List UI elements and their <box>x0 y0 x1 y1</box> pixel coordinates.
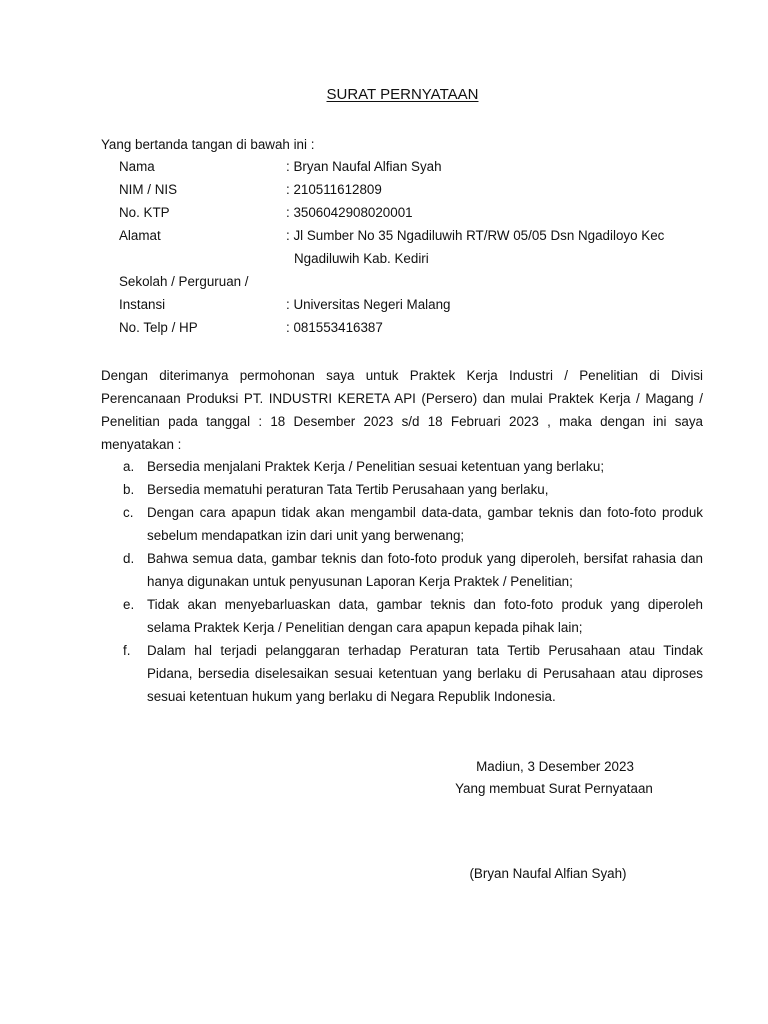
list-marker: e. <box>123 597 135 612</box>
intro-text: Yang bertanda tangan di bawah ini : <box>101 137 315 152</box>
list-item <box>101 593 703 639</box>
field-value-sekolah: : Universitas Negeri Malang <box>286 297 451 312</box>
list-item <box>101 501 703 547</box>
list-item-text: Bahwa semua data, gambar teknis dan foto-foto produk yang diperoleh, bersifat rahasia dan hanya digunakan untuk penyusunan Laporan Kerja Praktek / Penelitian; <box>147 551 703 589</box>
field-value-nim: : 210511612809 <box>286 182 382 197</box>
signature-role: Yang membuat Surat Pernyataan <box>455 781 653 796</box>
list-item-text: Dengan cara apapun tidak akan mengambil data-data, gambar teknis dan foto-foto produk sebelum mendapatkan izin dari unit yang berwenang; <box>147 505 703 543</box>
list-item <box>101 547 703 593</box>
list-item <box>101 455 703 478</box>
field-value-telp: : 081553416387 <box>286 320 383 335</box>
field-label-nama: Nama <box>119 159 155 174</box>
list-item-text: Bersedia mematuhi peraturan Tata Tertib Perusahaan yang berlaku, <box>147 482 549 497</box>
statement-list <box>101 455 703 708</box>
list-marker: d. <box>123 551 135 566</box>
statement-paragraph: Dengan diterimanya permohonan saya untuk Praktek Kerja Industri / Penelitian di Divisi Perencanaan Produksi PT. INDUSTRI KERETA API (Persero) dan mulai Praktek Kerja / Magang / Penelitian pada tanggal : 18 Desember 2023 s/d 18 Februari 2023 , maka dengan ini saya menyatakan : <box>101 368 703 452</box>
field-label-nim: NIM / NIS <box>119 182 178 197</box>
list-marker: c. <box>123 505 134 520</box>
list-item <box>101 478 703 501</box>
field-value-nama: : Bryan Naufal Alfian Syah <box>286 159 442 174</box>
signature-place-date: Madiun, 3 Desember 2023 <box>476 759 634 774</box>
field-label-ktp: No. KTP <box>119 205 170 220</box>
field-label-telp: No. Telp / HP <box>119 320 198 335</box>
signature-name: (Bryan Naufal Alfian Syah) <box>469 866 627 881</box>
list-marker: b. <box>123 482 135 497</box>
list-item-text: Bersedia menjalani Praktek Kerja / Penelitian sesuai ketentuan yang berlaku; <box>147 459 605 474</box>
field-label-sekolah-line1: Sekolah / Perguruan / <box>119 274 249 289</box>
list-marker: a. <box>123 459 135 474</box>
list-item-text: Tidak akan menyebarluaskan data, gambar teknis dan foto-foto produk yang diperoleh selama Praktek Kerja / Penelitian dengan cara apapun kepada pihak lain; <box>147 597 703 635</box>
field-value-alamat: : Jl Sumber No 35 Ngadiluwih RT/RW 05/05 Dsn Ngadiloyo Kec Ngadiluwih Kab. Kediri <box>286 228 665 266</box>
list-item-text: Dalam hal terjadi pelanggaran terhadap Peraturan tata Tertib Perusahaan atau Tindak Pidana, bersedia diselesaikan sesuai ketentuan yang berlaku di Perusahaan atau diproses sesuai ketentuan hukum yang berlaku di Negara Republik Indonesia. <box>147 643 703 704</box>
field-label-alamat: Alamat <box>119 228 161 243</box>
list-item <box>101 639 703 708</box>
field-value-ktp: : 3506042908020001 <box>286 205 413 220</box>
list-marker: f. <box>123 643 131 658</box>
field-label-sekolah-line2: Instansi <box>119 297 166 312</box>
document-title: SURAT PERNYATAAN <box>326 86 479 103</box>
